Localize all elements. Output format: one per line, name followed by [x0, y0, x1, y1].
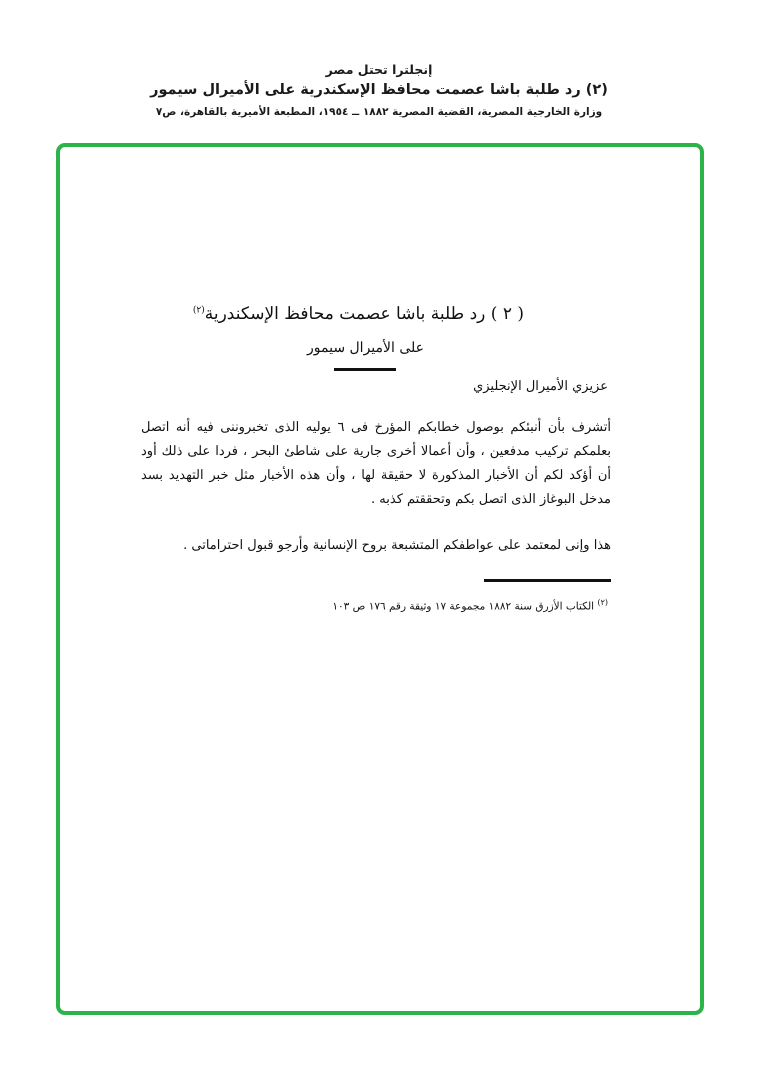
letter-paragraph-1: أتشرف بأن أنبئكم بوصول خطابكم المؤرخ فى ٦ يوليه الذى تخبروننى فيه أنه اتصل بعلمكم تركيب مدفعين ، وأن أعمالا أخرى جارية على شاطئ البحر ، فردا على ذلك أود أن أؤكد لكم أن الأخبار المذكورة لا حقيقة لها ، وأن هذه الأخبار مثل خبر التهديد بسد مدخل البوغاز الذى اتصل بكم وتحققتم كذبه . — [141, 420, 611, 507]
salutation: عزيزي الأميرال الإنجليزي — [473, 379, 608, 394]
footnote-divider — [484, 579, 611, 582]
header-topic: إنجلترا تحتل مصر — [325, 62, 433, 77]
title-divider — [334, 368, 396, 371]
document-title — [193, 304, 524, 324]
header-title: (٢) رد طلبة باشا عصمت محافظ الإسكندرية على الأميرال سيمور — [150, 82, 608, 98]
footnote — [332, 598, 608, 613]
document-subtitle: على الأميرال سيمور — [307, 340, 424, 356]
letter-paragraph-2: هذا وإنى لمعتمد على عواطفكم المتشبعة بروح الإنسانية وأرجو قبول احتراماتى . — [183, 538, 611, 553]
document-title-text: ( ٢ ) رد طلبة باشا عصمت محافظ الإسكندرية — [204, 304, 524, 324]
header-source: وزارة الخارجية المصرية، القضية المصرية ١٨٨٢ ــ ١٩٥٤، المطبعة الأميرية بالقاهرة، ص٧ — [155, 106, 603, 118]
title-footnote-ref: (٢) — [192, 305, 205, 316]
footnote-text: الكتاب الأزرق سنة ١٨٨٢ مجموعة ١٧ وثيقة رقم ١٧٦ ص ١٠٣ — [332, 600, 595, 613]
footnote-mark: (٢) — [597, 598, 608, 607]
